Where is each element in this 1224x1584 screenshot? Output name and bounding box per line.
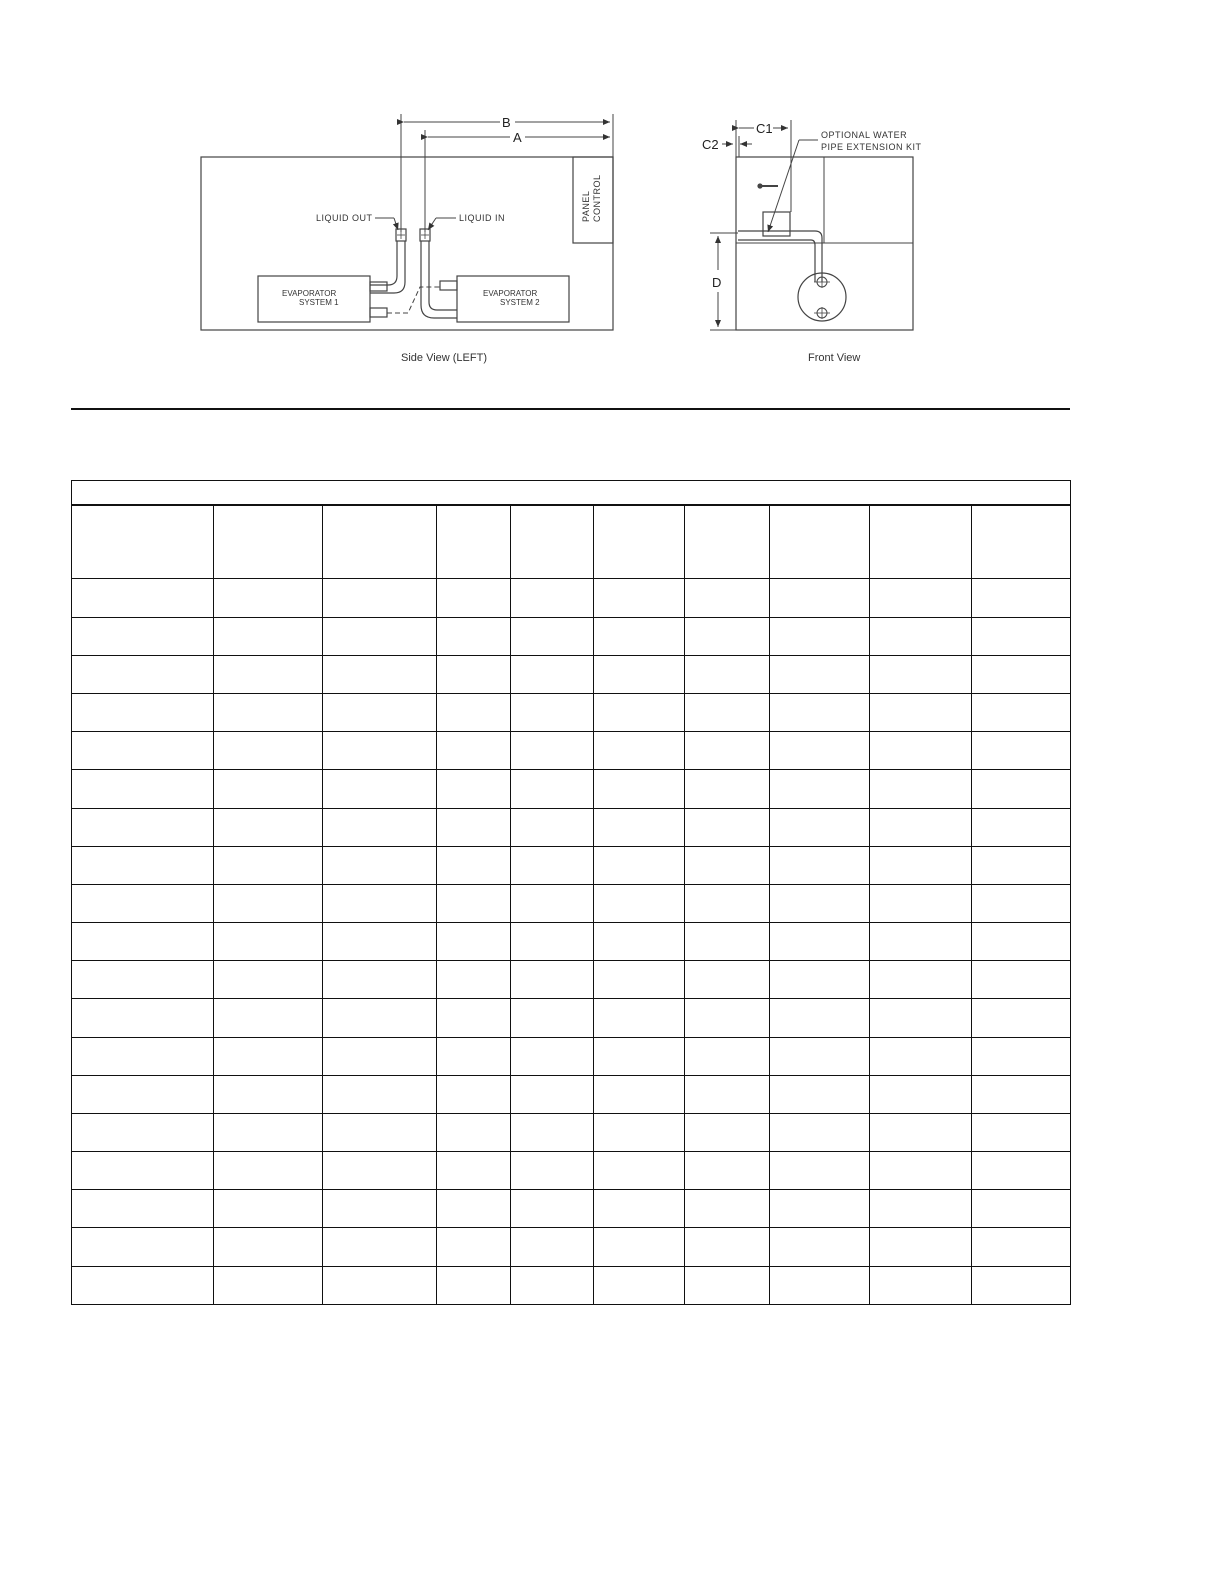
table-row — [72, 1228, 1071, 1266]
table-cell — [511, 655, 594, 693]
table-cell — [214, 655, 323, 693]
table-cell — [594, 961, 685, 999]
table-header-cell — [870, 505, 972, 579]
table-cell — [214, 808, 323, 846]
table-cell — [870, 923, 972, 961]
table-cell — [323, 732, 437, 770]
table-cell — [437, 617, 511, 655]
table-cell — [511, 1113, 594, 1151]
table-cell — [972, 770, 1071, 808]
table-cell — [870, 617, 972, 655]
table-cell — [323, 579, 437, 617]
table-row — [72, 1037, 1071, 1075]
side-view-outline — [201, 157, 613, 330]
table-cell — [437, 1228, 511, 1266]
table-cell — [685, 846, 770, 884]
table-cell — [770, 1113, 870, 1151]
table-cell — [214, 1266, 323, 1304]
table-cell — [594, 923, 685, 961]
table-cell — [770, 1152, 870, 1190]
table-cell — [685, 732, 770, 770]
table-cell — [323, 770, 437, 808]
table-header-cell — [72, 505, 214, 579]
table-row — [72, 961, 1071, 999]
table-cell — [685, 770, 770, 808]
table-cell — [770, 1190, 870, 1228]
evaporator-2-label-line1: EVAPORATOR — [483, 289, 538, 298]
table-cell — [870, 770, 972, 808]
table-header-cell — [214, 505, 323, 579]
table-cell — [511, 732, 594, 770]
table-cell — [972, 923, 1071, 961]
table-header-cell — [685, 505, 770, 579]
table-cell — [594, 655, 685, 693]
table-cell — [685, 884, 770, 922]
table-cell — [72, 1228, 214, 1266]
table-row — [72, 579, 1071, 617]
table-cell — [214, 1152, 323, 1190]
table-cell — [72, 884, 214, 922]
table-cell — [870, 1113, 972, 1151]
table-cell — [323, 1190, 437, 1228]
table-cell — [870, 846, 972, 884]
table-cell — [437, 1113, 511, 1151]
table-cell — [972, 999, 1071, 1037]
evaporator-2-label-line2: SYSTEM 2 — [500, 298, 540, 307]
table-row — [72, 1190, 1071, 1228]
table-cell — [437, 1037, 511, 1075]
table-cell — [72, 1152, 214, 1190]
table-cell — [972, 617, 1071, 655]
table-row — [72, 617, 1071, 655]
table-cell — [214, 846, 323, 884]
table-cell — [72, 693, 214, 731]
table-cell — [511, 999, 594, 1037]
table-row — [72, 1075, 1071, 1113]
side-view-caption: Side View (LEFT) — [401, 352, 487, 364]
table-cell — [594, 1152, 685, 1190]
dimension-b-label: B — [502, 115, 511, 130]
liquid-in-pipe — [421, 241, 457, 318]
table-cell — [323, 1075, 437, 1113]
dimension-drawing — [0, 0, 1224, 400]
table-cell — [323, 884, 437, 922]
table-cell — [437, 732, 511, 770]
table-cell — [972, 808, 1071, 846]
table-cell — [685, 808, 770, 846]
table-cell — [72, 961, 214, 999]
table-cell — [437, 579, 511, 617]
panel-label-line2: CONTROL — [592, 174, 602, 222]
table-cell — [323, 961, 437, 999]
table-cell — [323, 846, 437, 884]
table-cell — [870, 693, 972, 731]
table-cell — [770, 655, 870, 693]
table-cell — [685, 579, 770, 617]
table-cell — [511, 1266, 594, 1304]
dimensions-table — [71, 480, 1071, 1305]
table-cell — [72, 579, 214, 617]
table-cell — [437, 655, 511, 693]
table-cell — [770, 884, 870, 922]
table-cell — [214, 617, 323, 655]
table-cell — [870, 1190, 972, 1228]
table-cell — [685, 1228, 770, 1266]
table-header-cell — [511, 505, 594, 579]
table-header-cell — [323, 505, 437, 579]
table-cell — [594, 999, 685, 1037]
table-cell — [323, 999, 437, 1037]
table-cell — [72, 808, 214, 846]
table-cell — [870, 999, 972, 1037]
table-cell — [770, 808, 870, 846]
table-cell — [323, 808, 437, 846]
table-cell — [972, 579, 1071, 617]
table-cell — [594, 1037, 685, 1075]
table-cell — [511, 1190, 594, 1228]
table-cell — [323, 1152, 437, 1190]
table-cell — [437, 923, 511, 961]
table-row — [72, 846, 1071, 884]
table-cell — [214, 579, 323, 617]
table-cell — [72, 732, 214, 770]
section-rule — [71, 408, 1070, 410]
table-cell — [685, 1075, 770, 1113]
table-cell — [594, 770, 685, 808]
table-cell — [770, 579, 870, 617]
table-cell — [594, 1228, 685, 1266]
table-cell — [214, 693, 323, 731]
table-cell — [437, 961, 511, 999]
table-cell — [511, 1075, 594, 1113]
table-cell — [511, 617, 594, 655]
table-cell — [770, 1037, 870, 1075]
table-cell — [214, 1075, 323, 1113]
table-cell — [72, 1190, 214, 1228]
table-cell — [214, 1037, 323, 1075]
table-row — [72, 1266, 1071, 1304]
liquid-out-pipe — [370, 241, 397, 285]
table-cell — [770, 846, 870, 884]
table-cell — [72, 923, 214, 961]
table-cell — [870, 732, 972, 770]
table-cell — [511, 923, 594, 961]
table-header-cell — [972, 505, 1071, 579]
table-cell — [870, 1152, 972, 1190]
table-header-cell — [770, 505, 870, 579]
kit-label-line2: PIPE EXTENSION KIT — [821, 142, 922, 152]
table-row — [72, 808, 1071, 846]
table-cell — [870, 1037, 972, 1075]
table-cell — [214, 884, 323, 922]
table-cell — [972, 655, 1071, 693]
table-cell — [685, 1113, 770, 1151]
table-cell — [437, 693, 511, 731]
table-cell — [685, 1037, 770, 1075]
table-cell — [323, 1266, 437, 1304]
table-cell — [594, 617, 685, 655]
table-cell — [594, 693, 685, 731]
table-row — [72, 693, 1071, 731]
table-cell — [770, 1266, 870, 1304]
pipe-extension-kit-box — [763, 212, 790, 236]
table-cell — [214, 961, 323, 999]
table-cell — [770, 1228, 870, 1266]
table-cell — [972, 1152, 1071, 1190]
table-cell — [323, 1113, 437, 1151]
table-cell — [511, 579, 594, 617]
liquid-out-label: LIQUID OUT — [316, 213, 373, 223]
dimension-c1-label: C1 — [756, 121, 773, 136]
liquid-in-label: LIQUID IN — [459, 213, 506, 223]
table-cell — [72, 846, 214, 884]
table-cell — [870, 808, 972, 846]
side-view — [201, 114, 613, 330]
table-cell — [511, 846, 594, 884]
table-row — [72, 655, 1071, 693]
table-row — [72, 1152, 1071, 1190]
table-cell — [972, 1266, 1071, 1304]
table-cell — [972, 884, 1071, 922]
table-cell — [437, 884, 511, 922]
table-cell — [685, 1152, 770, 1190]
table-cell — [437, 1190, 511, 1228]
table-cell — [511, 808, 594, 846]
table-cell — [594, 884, 685, 922]
table-cell — [72, 1113, 214, 1151]
table-cell — [972, 846, 1071, 884]
table-cell — [770, 961, 870, 999]
table-cell — [870, 579, 972, 617]
table-cell — [870, 1266, 972, 1304]
table-cell — [770, 693, 870, 731]
table-cell — [72, 1266, 214, 1304]
table-title-cell — [72, 481, 1071, 505]
table-cell — [72, 1037, 214, 1075]
table-row — [72, 770, 1071, 808]
evaporator-1-label-line2: SYSTEM 1 — [299, 298, 339, 307]
table-cell — [511, 1152, 594, 1190]
table-cell — [770, 1075, 870, 1113]
dimension-d-label: D — [712, 275, 722, 290]
table-cell — [685, 999, 770, 1037]
table-cell — [437, 999, 511, 1037]
table-header-cell — [437, 505, 511, 579]
front-view-caption: Front View — [808, 352, 861, 364]
table-cell — [323, 617, 437, 655]
table-cell — [770, 923, 870, 961]
table-cell — [437, 808, 511, 846]
table-cell — [972, 1113, 1071, 1151]
table-cell — [511, 693, 594, 731]
table-cell — [870, 1075, 972, 1113]
table-cell — [770, 999, 870, 1037]
table-cell — [214, 1228, 323, 1266]
table-cell — [594, 1190, 685, 1228]
table-cell — [770, 770, 870, 808]
table-cell — [594, 1075, 685, 1113]
table-cell — [323, 693, 437, 731]
table-cell — [323, 1228, 437, 1266]
table-cell — [972, 732, 1071, 770]
table-header-cell — [594, 505, 685, 579]
panel-label-line1: PANEL — [581, 190, 591, 222]
table-cell — [323, 655, 437, 693]
table-cell — [594, 846, 685, 884]
table-row — [72, 923, 1071, 961]
table-cell — [214, 770, 323, 808]
table-cell — [685, 1266, 770, 1304]
dimension-a-label: A — [513, 130, 522, 145]
table-cell — [323, 923, 437, 961]
table-cell — [972, 1037, 1071, 1075]
table-cell — [870, 884, 972, 922]
table-cell — [437, 1266, 511, 1304]
table-header-row — [72, 505, 1071, 579]
table-cell — [870, 1228, 972, 1266]
evaporator-1-label-line1: EVAPORATOR — [282, 289, 337, 298]
table-title-row — [72, 481, 1071, 505]
table-cell — [685, 1190, 770, 1228]
table-cell — [214, 732, 323, 770]
table-cell — [437, 770, 511, 808]
table-row — [72, 884, 1071, 922]
table-cell — [511, 961, 594, 999]
dimension-c2-label: C2 — [702, 137, 719, 152]
table-cell — [72, 655, 214, 693]
table-cell — [72, 617, 214, 655]
table-cell — [437, 846, 511, 884]
table-cell — [685, 923, 770, 961]
table-cell — [685, 693, 770, 731]
table-cell — [214, 1190, 323, 1228]
table-cell — [72, 1075, 214, 1113]
table-cell — [972, 1075, 1071, 1113]
table-cell — [594, 1113, 685, 1151]
table-cell — [972, 1190, 1071, 1228]
table-cell — [437, 1152, 511, 1190]
table-cell — [323, 1037, 437, 1075]
table-cell — [214, 999, 323, 1037]
table-cell — [972, 961, 1071, 999]
table-cell — [685, 617, 770, 655]
table-cell — [594, 579, 685, 617]
table-cell — [685, 655, 770, 693]
table-cell — [594, 732, 685, 770]
table-cell — [685, 961, 770, 999]
table-cell — [870, 961, 972, 999]
table-cell — [594, 808, 685, 846]
table-cell — [972, 693, 1071, 731]
front-pipe — [738, 231, 822, 282]
table-cell — [972, 1228, 1071, 1266]
table-cell — [72, 999, 214, 1037]
table-cell — [511, 1228, 594, 1266]
table-cell — [437, 1075, 511, 1113]
table-row — [72, 732, 1071, 770]
kit-label-line1: OPTIONAL WATER — [821, 130, 908, 140]
table-cell — [594, 1266, 685, 1304]
table-cell — [870, 655, 972, 693]
table-cell — [72, 770, 214, 808]
table-row — [72, 999, 1071, 1037]
table-cell — [511, 884, 594, 922]
table-row — [72, 1113, 1071, 1151]
table-cell — [511, 770, 594, 808]
table-cell — [214, 923, 323, 961]
table-cell — [770, 617, 870, 655]
table-cell — [770, 732, 870, 770]
table-cell — [511, 1037, 594, 1075]
table-cell — [214, 1113, 323, 1151]
